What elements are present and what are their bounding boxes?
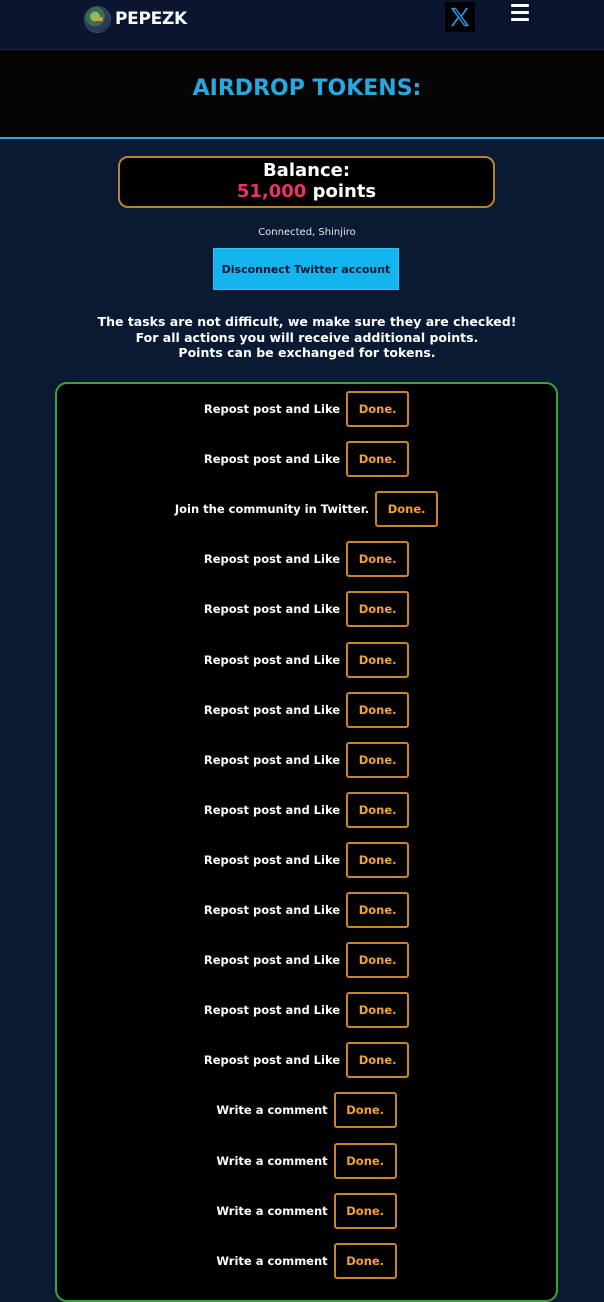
task-done-button[interactable]: Done. [346,842,409,878]
task-label: Repost post and Like [203,752,341,767]
task-label: Repost post and Like [203,602,341,617]
task-row [57,591,556,627]
task-row [57,942,556,978]
page-title: AIRDROP TOKENS: [192,76,422,101]
task-done-button[interactable]: Done. [346,692,409,728]
task-label: Repost post and Like [203,702,341,717]
task-row [57,541,556,577]
task-label: Repost post and Like [203,1053,341,1068]
balance-value: 51,000 [236,181,307,202]
balance-label: Balance: [262,160,351,181]
task-done-button[interactable]: Done. [346,792,409,828]
task-row [57,1193,556,1229]
task-row [57,892,556,928]
task-done-button[interactable]: Done. [346,541,409,577]
hamburger-line [511,18,529,21]
task-done-button[interactable]: Done. [346,942,409,978]
x-logo-icon [449,6,471,28]
brand-name: PEPEZK [115,9,187,29]
airdrop-hero-banner [0,50,604,139]
connection-status: Connected, Shinjiro [258,227,356,238]
pepe-avatar-icon [84,6,111,33]
task-row [57,692,556,728]
task-label: Repost post and Like [203,452,341,467]
task-label: Repost post and Like [203,402,341,416]
task-row [57,491,556,527]
task-row [57,642,556,678]
balance-amount [120,181,493,202]
task-done-button[interactable]: Done. [346,892,409,928]
task-done-button[interactable]: Done. [334,1092,397,1128]
top-navigation-bar [0,0,604,50]
task-done-button[interactable]: Done. [346,992,409,1028]
balance-unit: points [312,181,377,202]
task-done-button[interactable]: Done. [346,391,409,427]
task-done-button[interactable]: Done. [334,1193,397,1229]
task-row [57,742,556,778]
disconnect-twitter-button[interactable]: Disconnect Twitter account [213,248,399,290]
task-label: Repost post and Like [203,852,341,867]
task-row [57,441,556,477]
task-row [57,1243,556,1279]
task-done-button[interactable]: Done. [346,642,409,678]
task-label: Write a comment [216,1253,328,1268]
description-line: The tasks are not difficult, we make sure they are checked! [97,314,517,329]
task-label: Repost post and Like [203,1003,341,1018]
task-label: Repost post and Like [203,903,341,917]
task-done-button[interactable]: Done. [346,591,409,627]
task-label: Repost post and Like [203,802,341,817]
task-done-button[interactable]: Done. [334,1143,397,1179]
task-done-button[interactable]: Done. [334,1243,397,1279]
task-done-button[interactable]: Done. [346,742,409,778]
task-done-button[interactable]: Done. [375,491,438,527]
hamburger-menu-icon [511,4,529,7]
task-row [57,992,556,1028]
task-row [57,1143,556,1179]
task-label: Write a comment [216,1103,328,1118]
task-label: Write a comment [216,1203,328,1218]
tasks-description [0,314,604,361]
task-row [57,391,556,427]
task-row [57,1092,556,1128]
task-label: Join the community in Twitter. [174,502,370,517]
task-label: Repost post and Like [203,552,341,567]
balance-card [118,156,495,208]
description-line: Points can be exchanged for tokens. [178,345,436,360]
task-row [57,842,556,878]
task-row [57,792,556,828]
task-done-button[interactable]: Done. [346,1042,409,1078]
tasks-panel [55,382,558,1302]
brand-logo[interactable] [84,4,187,34]
task-label: Repost post and Like [203,953,341,968]
task-label: Write a comment [216,1153,328,1168]
task-done-button[interactable]: Done. [346,441,409,477]
x-twitter-link[interactable] [445,2,475,32]
description-line: For all actions you will receive additional points. [135,329,479,345]
task-row [57,1042,556,1078]
hamburger-line [511,11,529,14]
task-label: Repost post and Like [203,652,341,667]
hamburger-menu-button[interactable] [511,4,531,22]
